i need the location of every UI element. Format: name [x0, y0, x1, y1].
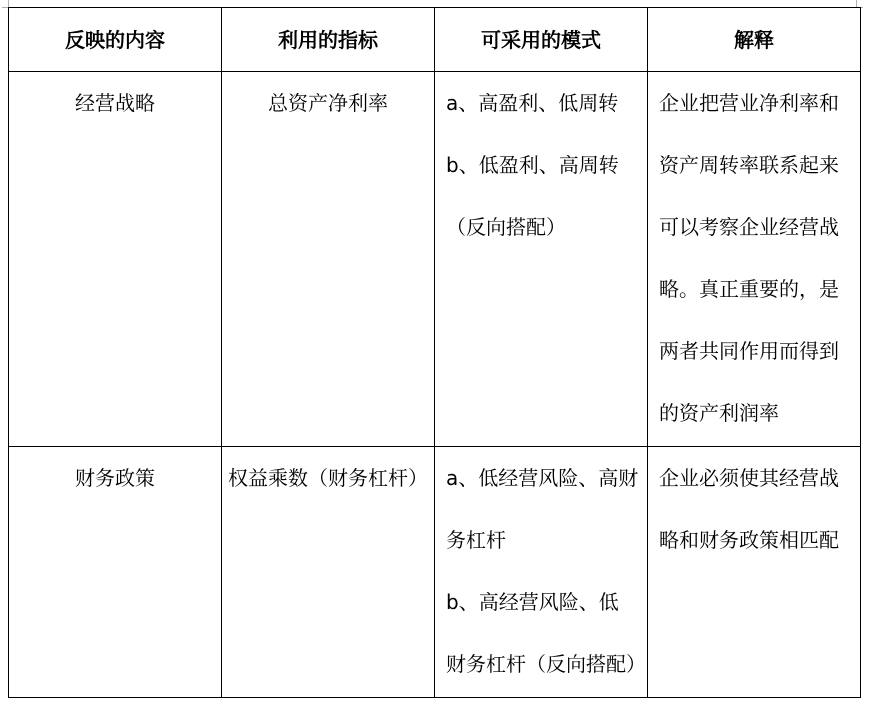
- mode-line: （反向搭配）: [446, 215, 566, 239]
- cell-content: [9, 447, 222, 698]
- header-content: 反映的内容: [9, 8, 222, 72]
- explanation-line: 的资产利润率: [659, 401, 779, 425]
- table-row: [9, 447, 861, 698]
- explanation-line: 企业把营业净利率和: [659, 91, 839, 115]
- explanation-line: 企业必须使其经营战: [659, 466, 839, 490]
- table-header-row: [9, 8, 861, 72]
- cell-text: 权益乘数（财务杠杆）: [228, 466, 428, 490]
- explanation-line: 两者共同作用而得到: [659, 339, 839, 363]
- cell-explanation: [648, 72, 861, 447]
- explanation-line: 略和财务政策相匹配: [659, 528, 839, 552]
- cell-indicator: [222, 447, 435, 698]
- dupont-analysis-table: [8, 7, 861, 698]
- header-modes: 可采用的模式: [435, 8, 648, 72]
- cell-content: [9, 72, 222, 447]
- cell-explanation: [648, 447, 861, 698]
- mode-line: a、低经营风险、高财: [446, 466, 639, 490]
- cell-text: 经营战略: [75, 91, 155, 115]
- mode-line: b、低盈利、高周转: [446, 153, 619, 177]
- table-row: [9, 72, 861, 447]
- mode-line: a、高盈利、低周转: [446, 91, 619, 115]
- explanation-line: 可以考察企业经营战: [659, 215, 839, 239]
- header-indicator: 利用的指标: [222, 8, 435, 72]
- mode-line: 务杠杆: [446, 528, 506, 552]
- explanation-line: 略。真正重要的，是: [659, 277, 839, 301]
- cell-modes: [435, 447, 648, 698]
- cell-text: 财务政策: [75, 466, 155, 490]
- header-explanation: 解释: [648, 8, 861, 72]
- mode-line: b、高经营风险、低: [446, 590, 619, 614]
- cell-modes: [435, 72, 648, 447]
- mode-line: 财务杠杆（反向搭配）: [446, 652, 646, 676]
- explanation-line: 资产周转率联系起来: [659, 153, 839, 177]
- cell-text: 总资产净利率: [268, 91, 388, 115]
- cell-indicator: [222, 72, 435, 447]
